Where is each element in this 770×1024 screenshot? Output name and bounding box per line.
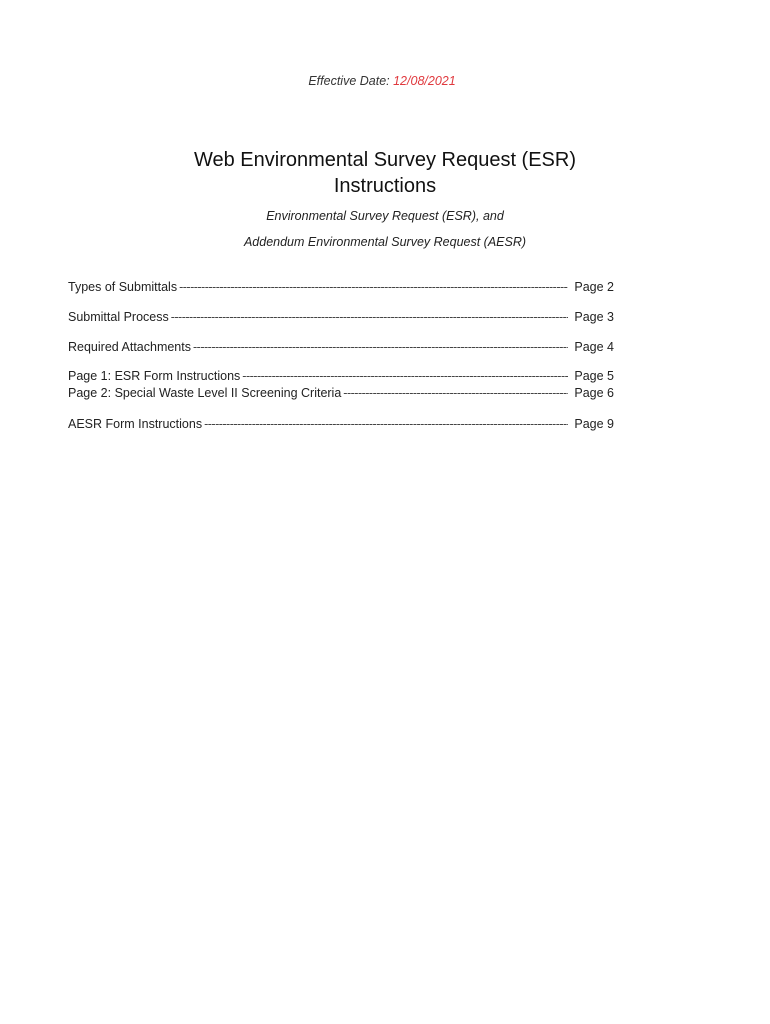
- toc-dot-leader: [179, 279, 568, 296]
- toc-entry-label: AESR Form Instructions: [68, 417, 203, 431]
- toc-entry-submittal-process[interactable]: [68, 309, 614, 326]
- toc-entry-page: Page 2: [574, 280, 614, 294]
- toc-entry-page: Page 6: [574, 386, 614, 400]
- toc-entry-types-of-submittals[interactable]: [68, 279, 614, 296]
- effective-date-line: [0, 74, 764, 88]
- toc-entry-label: Types of Submittals: [68, 280, 178, 294]
- toc-dot-leader: [204, 416, 568, 433]
- toc-entry-page: Page 4: [574, 340, 614, 354]
- document-title: [0, 147, 770, 199]
- effective-date-value: 12/08/2021: [393, 74, 456, 88]
- toc-entry-label: Page 1: ESR Form Instructions: [68, 369, 241, 383]
- toc-entry-label: Page 2: Special Waste Level II Screening Criteria: [68, 386, 342, 400]
- toc-dot-leader: [171, 309, 569, 326]
- toc-dot-leader: [343, 385, 568, 402]
- subtitle-line-1: Environmental Survey Request (ESR), and: [266, 209, 504, 223]
- effective-date-label: Effective Date:: [308, 74, 390, 88]
- toc-entry-page: Page 5: [574, 369, 614, 383]
- toc-entry-label: Submittal Process: [68, 310, 169, 324]
- toc-entry-required-attachments[interactable]: [68, 339, 614, 356]
- title-line-2: Instructions: [333, 175, 437, 197]
- subtitle-line-2: Addendum Environmental Survey Request (AESR): [243, 235, 527, 249]
- toc-entry-page: Page 9: [574, 417, 614, 431]
- title-line-1: Web Environmental Survey Request (ESR): [193, 149, 576, 171]
- toc-entry-special-waste-criteria[interactable]: [68, 385, 614, 402]
- toc-entry-esr-form-instructions[interactable]: [68, 368, 614, 385]
- toc-entry-aesr-form-instructions[interactable]: [68, 416, 614, 433]
- toc-entry-page: Page 3: [574, 310, 614, 324]
- toc-dot-leader: [242, 368, 568, 385]
- toc-entry-label: Required Attachments: [68, 340, 191, 354]
- toc-dot-leader: [193, 339, 568, 356]
